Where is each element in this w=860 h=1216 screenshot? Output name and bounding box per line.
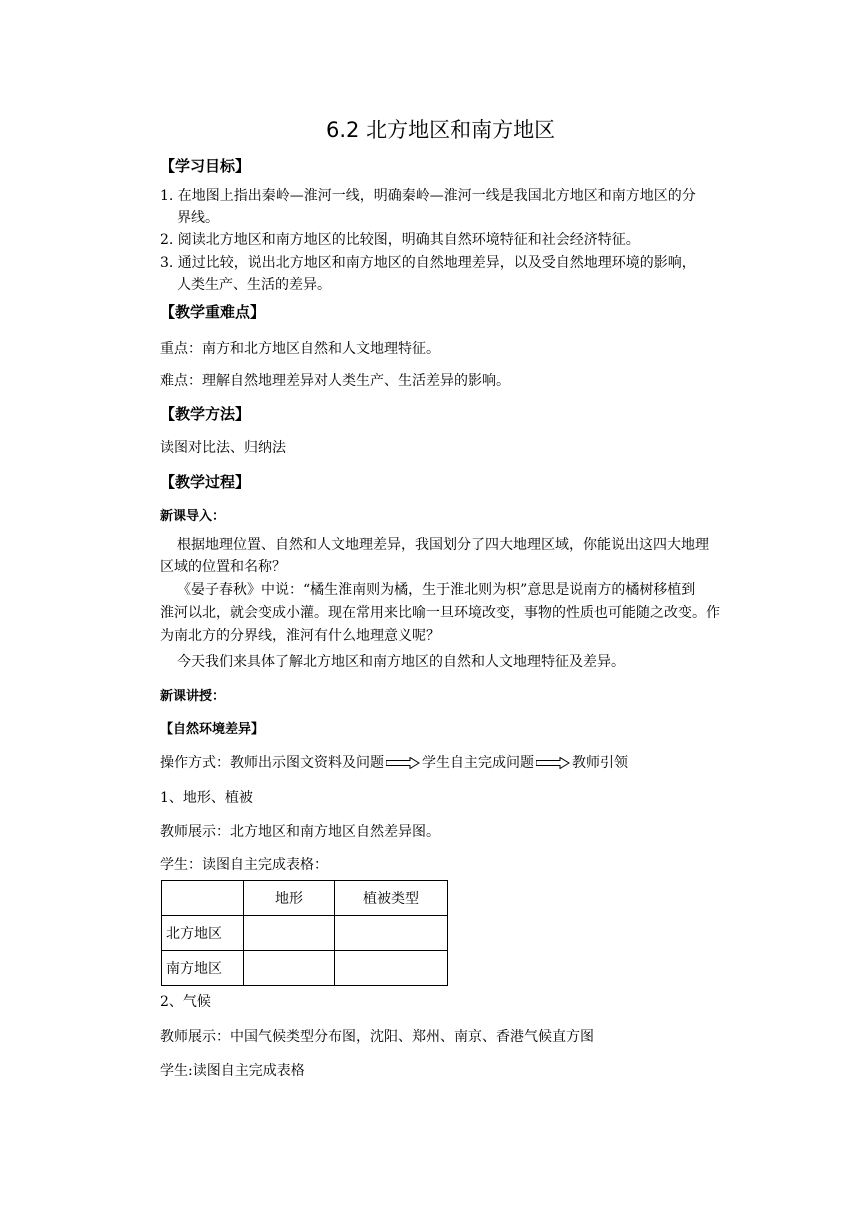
- table-row: [162, 916, 448, 951]
- student-task-2: 学生:读图自主完成表格: [160, 1063, 305, 1079]
- intro-paragraph-1-line-1: 根据地理位置、自然和人文地理差异，我国划分了四大地理区域，你能说出这四大地理: [177, 537, 709, 553]
- right-arrow-icon: [386, 757, 420, 769]
- table-row: [162, 951, 448, 986]
- table-header-cell: [162, 881, 244, 916]
- method-text: 读图对比法、归纳法: [160, 440, 286, 456]
- right-arrow-icon: [536, 757, 570, 769]
- lecture-heading: 新课讲授：: [160, 689, 226, 704]
- goal-3-line-2: 人类生产、生活的差异。: [177, 277, 331, 293]
- operation-step-1: 操作方式：教师出示图文资料及问题: [160, 755, 384, 771]
- intro-paragraph-2-line-2: 淮河以北，就会变成小灌。现在常用来比喻一旦环境改变，事物的性质也可能随之改变。作: [160, 605, 720, 621]
- nature-heading: 【自然环境差异】: [160, 722, 265, 737]
- table-cell: [244, 951, 335, 986]
- intro-heading: 新课导入：: [160, 509, 226, 524]
- page-title: 6.2 北方地区和南方地区: [326, 118, 556, 142]
- table-header-row: [162, 881, 448, 916]
- table-cell: [335, 951, 448, 986]
- table-header-cell: 地形: [244, 881, 335, 916]
- intro-paragraph-1-line-2: 区域的位置和名称？: [160, 559, 286, 575]
- operation-step-2: 学生自主完成问题: [422, 755, 534, 771]
- goal-1-line-2: 界线。: [177, 210, 219, 226]
- key-points-heading: 【教学重难点】: [160, 303, 266, 321]
- comparison-table: [161, 880, 448, 986]
- goal-3-line-1: 3. 通过比较，说出北方地区和南方地区的自然地理差异，以及受自然地理环境的影响，: [160, 255, 696, 271]
- table-cell: [244, 916, 335, 951]
- table-cell: [335, 916, 448, 951]
- operation-step-3: 教师引领: [572, 755, 628, 771]
- teacher-display-2: 教师展示：中国气候类型分布图，沈阳、郑州、南京、香港气候直方图: [160, 1029, 594, 1045]
- teacher-display-1: 教师展示：北方地区和南方地区自然差异图。: [160, 824, 440, 840]
- intro-paragraph-3: 今天我们来具体了解北方地区和南方地区的自然和人文地理特征及差异。: [177, 654, 625, 670]
- goals-heading: 【学习目标】: [160, 157, 251, 175]
- goal-1-line-1: 1. 在地图上指出秦岭—淮河一线，明确秦岭—淮河一线是我国北方地区和南方地区的分: [160, 188, 696, 204]
- intro-paragraph-2-line-1: 《晏子春秋》中说：“橘生淮南则为橘，生于淮北则为枳”意思是说南方的橘树移植到: [177, 582, 696, 598]
- item-2-heading: 2、气候: [160, 994, 211, 1010]
- operation-flow: [160, 753, 628, 773]
- goal-2: 2. 阅读北方地区和南方地区的比较图，明确其自然环境特征和社会经济特征。: [160, 232, 640, 248]
- table-row-label: 北方地区: [162, 916, 244, 951]
- table-row-label: 南方地区: [162, 951, 244, 986]
- hard-point: 难点：理解自然地理差异对人类生产、生活差异的影响。: [160, 373, 510, 389]
- table-header-cell: 植被类型: [335, 881, 448, 916]
- student-task-1: 学生：读图自主完成表格：: [160, 857, 328, 873]
- key-point: 重点：南方和北方地区自然和人文地理特征。: [160, 341, 440, 357]
- process-heading: 【教学过程】: [160, 473, 251, 491]
- intro-paragraph-2-line-3: 为南北方的分界线，淮河有什么地理意义呢？: [160, 628, 440, 644]
- item-1-heading: 1、地形、植被: [160, 790, 253, 806]
- method-heading: 【教学方法】: [160, 405, 251, 423]
